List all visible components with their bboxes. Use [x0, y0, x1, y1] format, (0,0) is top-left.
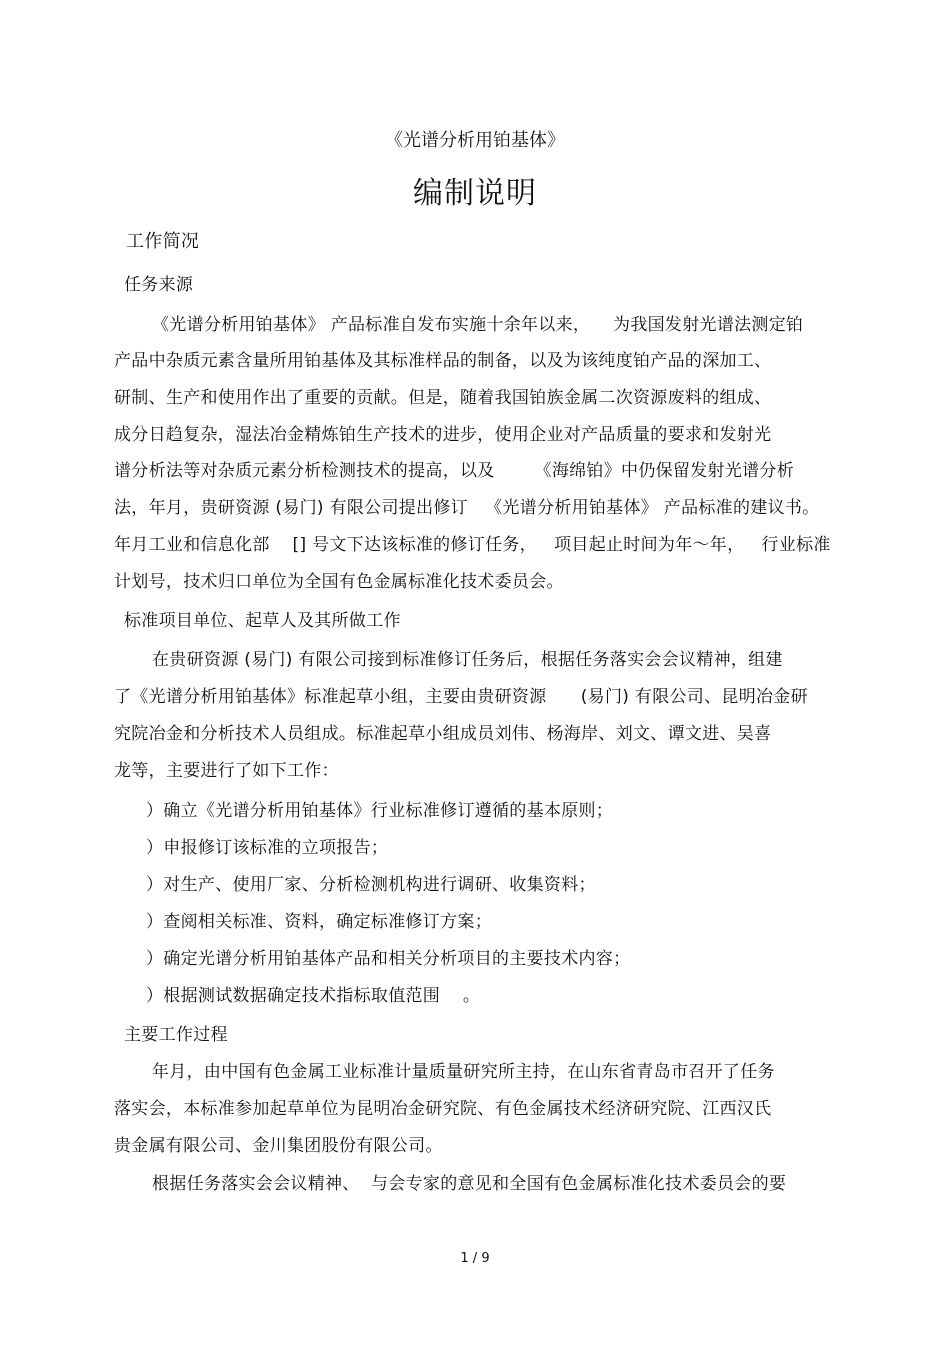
subsection-task-source: 任务来源 [124, 275, 194, 295]
work-list-item: ）申报修订该标准的立项报告； [146, 838, 389, 858]
work-list-item: ）确定光谱分析用铂基体产品和相关分析项目的主要技术内容； [146, 949, 631, 969]
section-heading-work-overview: 工作简况 [126, 231, 200, 252]
paragraph-line: 落实会，本标准参加起草单位为昆明冶金研究院、有色金属技术经济研究院、江西汉氏 [114, 1099, 772, 1119]
paragraph-line: 年月，由中国有色金属工业标准计量质量研究所主持，在山东省青岛市召开了任务 [152, 1062, 775, 1082]
paragraph-line: 计划号，技术归口单位为全国有色金属标准化技术委员会。 [114, 572, 564, 592]
paragraph-line: 龙等，主要进行了如下工作： [114, 761, 339, 781]
paragraph-line: 产品中杂质元素含量所用铂基体及其标准样品的制备，以及为该纯度铂产品的深加工、 [114, 351, 772, 371]
paragraph-line: 研制、生产和使用作出了重要的贡献。但是，随着我国铂族金属二次资源废料的组成、 [114, 388, 772, 408]
paragraph-line: 谱分析法等对杂质元素分析检测技术的提高，以及 《海绵铂》中仍保留发射光谱分析 [114, 461, 795, 481]
document-title: 《光谱分析用铂基体》 [385, 130, 565, 151]
subsection-main-process: 主要工作过程 [124, 1025, 228, 1045]
work-list-item: ）查阅相关标准、资料，确定标准修订方案； [146, 912, 492, 932]
paragraph-line: 《光谱分析用铂基体》 产品标准自发布实施十余年以来， 为我国发射光谱法测定铂 [152, 315, 804, 335]
paragraph-line: 年月工业和信息化部 [] 号文下达该标准的修订任务， 项目起止时间为年～年， 行业标准 [114, 535, 831, 555]
paragraph-line: 在贵研资源 (易门) 有限公司接到标准修订任务后，根据任务落实会会议精神，组建 [152, 650, 783, 670]
work-list-item: ）根据测试数据确定技术指标取值范围 。 [146, 986, 481, 1006]
paragraph-line: 贵金属有限公司、金川集团股份有限公司。 [114, 1136, 443, 1156]
paragraph-line: 了《光谱分析用铂基体》标准起草小组，主要由贵研资源 (易门) 有限公司、昆明冶金研 [114, 687, 808, 707]
paragraph-line: 根据任务落实会会议精神、 与会专家的意见和全国有色金属标准化技术委员会的要 [152, 1174, 787, 1194]
paragraph-line: 究院冶金和分析技术人员组成。标准起草小组成员刘伟、杨海岸、刘文、谭文进、吴喜 [114, 724, 772, 744]
document-heading: 编制说明 [413, 176, 537, 211]
subsection-project-units: 标准项目单位、起草人及其所做工作 [124, 611, 401, 631]
work-list-item: ）对生产、使用厂家、分析检测机构进行调研、收集资料； [146, 875, 596, 895]
paragraph-line: 成分日趋复杂，湿法冶金精炼铂生产技术的进步，使用企业对产品质量的要求和发射光 [114, 425, 772, 445]
work-list-item: ）确立《光谱分析用铂基体》行业标准修订遵循的基本原则； [146, 801, 614, 821]
page-number: 1 / 9 [460, 1251, 490, 1266]
paragraph-line: 法，年月，贵研资源 (易门) 有限公司提出修订 《光谱分析用铂基体》 产品标准的建议书。 [114, 498, 820, 518]
